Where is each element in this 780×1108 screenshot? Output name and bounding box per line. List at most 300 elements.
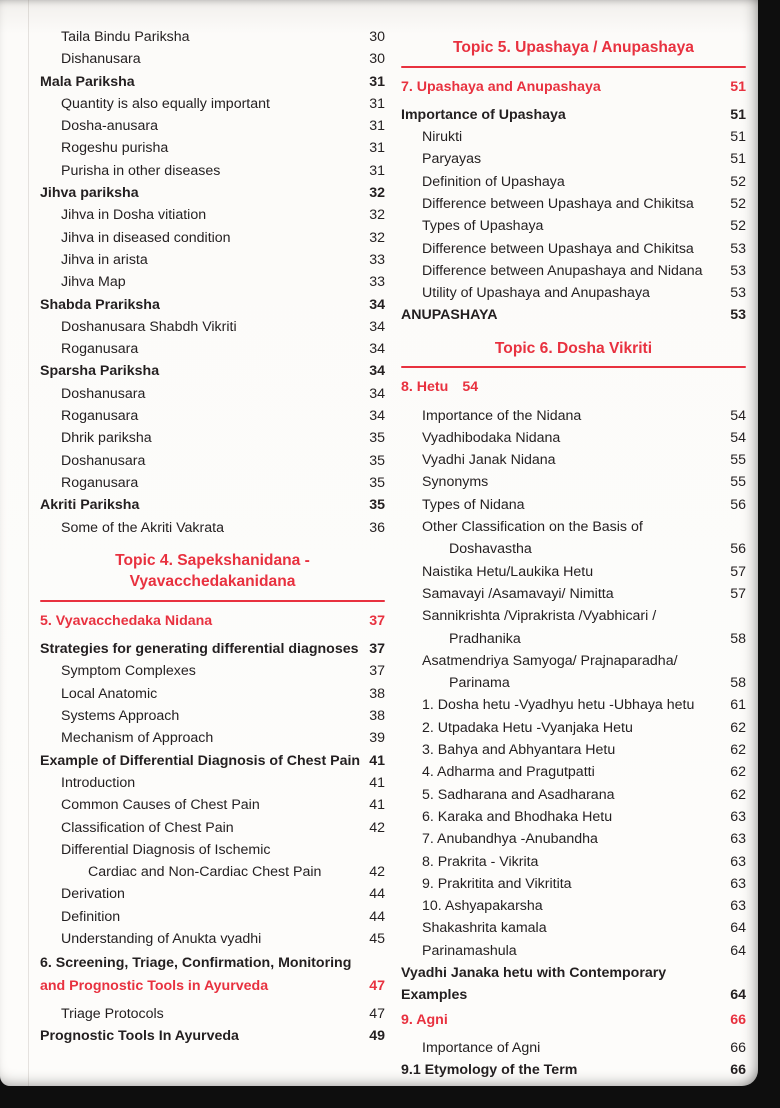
toc-entry xyxy=(401,471,746,493)
toc-entry xyxy=(401,376,746,398)
toc-entry-row xyxy=(40,1025,385,1047)
entry-label: Taila Bindu Pariksha xyxy=(61,29,190,45)
toc-entry xyxy=(40,294,385,316)
toc-entry-row xyxy=(61,383,385,405)
entry-page-number: 54 xyxy=(730,407,746,424)
entry-page-number: 37 xyxy=(369,612,385,629)
entry-page-number: 45 xyxy=(369,930,385,947)
entry-page-number: 44 xyxy=(369,886,385,903)
toc-entry-row xyxy=(61,1003,385,1025)
entry-page-number: 55 xyxy=(730,474,746,491)
toc-entry-row xyxy=(422,628,746,650)
entry-page-number: 41 xyxy=(369,774,385,791)
toc-entry-row xyxy=(61,316,385,338)
toc-entry-row xyxy=(61,861,385,883)
entry-label: Mechanism of Approach xyxy=(61,730,214,747)
entry-label: Nirukti xyxy=(422,129,463,146)
entry-page-number: 47 xyxy=(369,1005,385,1022)
entry-page-number: 52 xyxy=(730,195,746,212)
entry-label: Doshavastha xyxy=(449,541,532,558)
toc-entry xyxy=(401,806,746,828)
entry-label: 5. Vyavacchedaka Nidana xyxy=(40,612,213,629)
entry-page-number: 36 xyxy=(369,519,385,536)
toc-entry xyxy=(401,238,746,260)
entry-label: Prognostic Tools In Ayurveda xyxy=(40,1028,239,1045)
entry-label: Example of Differential Diagnosis of Chest Pain xyxy=(40,752,361,769)
toc-entry xyxy=(401,583,746,605)
entry-page-number: 39 xyxy=(369,730,385,747)
entry-page-number: 62 xyxy=(730,719,746,736)
entry-label: Synonyms xyxy=(422,474,489,491)
toc-entry-row xyxy=(61,517,385,539)
entry-page-number: 51 xyxy=(730,78,746,95)
toc-entry-row xyxy=(422,895,746,917)
toc-entry-row xyxy=(61,705,385,727)
toc-entry xyxy=(40,906,385,928)
entry-page-number: 47 xyxy=(369,977,385,994)
toc-entry xyxy=(401,895,746,917)
toc-entry xyxy=(40,817,385,839)
toc-entry xyxy=(40,360,385,382)
toc-entry xyxy=(401,104,746,126)
toc-entry xyxy=(40,928,385,950)
toc-entry xyxy=(40,683,385,705)
entry-page-number: 64 xyxy=(730,942,746,959)
entry-label: Akriti Pariksha xyxy=(40,497,140,514)
entry-label: Jihva in diseased condition xyxy=(61,229,231,246)
entry-page-number: 56 xyxy=(730,496,746,513)
entry-label: Utility of Upashaya and Anupashaya xyxy=(422,285,650,302)
toc-entry-row xyxy=(422,873,746,895)
entry-label-line1: 6. Screening, Triage, Confirmation, Monitoring xyxy=(40,955,352,972)
entry-page-number: 53 xyxy=(730,307,746,324)
toc-entry-row xyxy=(61,472,385,494)
entry-page-number: 41 xyxy=(369,797,385,814)
entry-page-number: 30 xyxy=(369,29,385,45)
toc-entry-row xyxy=(422,583,746,605)
toc-entry xyxy=(40,727,385,749)
entry-page-number: 32 xyxy=(369,207,385,224)
entry-label: Rogeshu purisha xyxy=(61,140,169,157)
toc-entry xyxy=(40,794,385,816)
entry-label: Common Causes of Chest Pain xyxy=(61,797,260,814)
toc-entry-row xyxy=(40,638,385,660)
toc-entry-row xyxy=(61,727,385,749)
entry-page-number: 56 xyxy=(730,541,746,558)
entry-label: Paryayas xyxy=(422,151,482,168)
entry-page-number: 57 xyxy=(730,563,746,580)
entry-label: Purisha in other diseases xyxy=(61,162,221,179)
entry-label: Parinamashula xyxy=(422,942,517,959)
entry-label: Systems Approach xyxy=(61,708,180,725)
entry-label: Difference between Anupashaya and Nidana xyxy=(422,262,703,279)
entry-label: 3. Bahya and Abhyantara Hetu xyxy=(422,742,616,759)
toc-entry xyxy=(40,750,385,772)
entry-page-number: 42 xyxy=(369,819,385,836)
toc-entry xyxy=(40,227,385,249)
entry-page-number: 52 xyxy=(730,173,746,190)
entry-label-line1: Vyadhi Janaka hetu with Contemporary xyxy=(401,964,667,981)
toc-entry-row xyxy=(61,794,385,816)
toc-entry xyxy=(401,761,746,783)
entry-label: Examples xyxy=(401,987,468,1004)
toc-entry xyxy=(40,772,385,794)
entry-page-number: 64 xyxy=(730,987,746,1004)
entry-label: Difference between Upashaya and Chikitsa xyxy=(422,195,694,212)
toc-entry xyxy=(40,427,385,449)
entry-label: Vyadhi Janak Nidana xyxy=(422,452,556,469)
red-divider-rule xyxy=(401,366,746,368)
toc-entry-row xyxy=(40,182,385,204)
entry-label: Classification of Chest Pain xyxy=(61,819,234,836)
toc-entry-row xyxy=(422,148,746,170)
toc-entry xyxy=(40,952,385,997)
entry-page-number: 53 xyxy=(730,262,746,279)
entry-page-number: 37 xyxy=(369,641,385,658)
toc-entry xyxy=(401,917,746,939)
toc-entry-row xyxy=(422,126,746,148)
entry-label: Local Anatomic xyxy=(61,685,158,702)
toc-entry xyxy=(401,516,746,561)
toc-entry xyxy=(40,182,385,204)
toc-entry-row xyxy=(422,282,746,304)
toc-entry xyxy=(40,160,385,182)
entry-page-number: 31 xyxy=(369,140,385,157)
entry-page-number: 57 xyxy=(730,585,746,602)
toc-entry-row xyxy=(422,806,746,828)
toc-entry xyxy=(40,115,385,137)
entry-page-number: 33 xyxy=(369,274,385,291)
toc-entry-row xyxy=(422,940,746,962)
toc-entry xyxy=(40,472,385,494)
entry-label: Cardiac and Non-Cardiac Chest Pain xyxy=(88,864,322,881)
entry-label-line1: Differential Diagnosis of Ischemic xyxy=(61,841,271,858)
toc-entry xyxy=(401,126,746,148)
entry-label: Jihva in Dosha vitiation xyxy=(61,207,207,224)
toc-entry-row xyxy=(61,204,385,226)
entry-label: Definition of Upashaya xyxy=(422,173,565,190)
entry-page-number: 38 xyxy=(369,708,385,725)
entry-label: Types of Nidana xyxy=(422,496,525,513)
entry-label: 7. Anubandhya -Anubandha xyxy=(422,831,598,848)
toc-entry xyxy=(401,1009,746,1031)
entry-label: Samavayi /Asamavayi/ Nimitta xyxy=(422,585,614,602)
entry-page-number: 51 xyxy=(730,106,746,123)
toc-entry xyxy=(40,93,385,115)
entry-label: 10. Ashyapakarsha xyxy=(422,898,543,915)
toc-entry-row xyxy=(61,660,385,682)
toc-entry-row xyxy=(422,784,746,806)
entry-page-number: 34 xyxy=(369,296,385,313)
entry-label: 4. Adharma and Pragutpatti xyxy=(422,764,595,781)
toc-entry xyxy=(401,828,746,850)
toc-entry-row xyxy=(61,906,385,928)
toc-entry-row xyxy=(61,338,385,360)
toc-entry-row xyxy=(422,1037,746,1059)
toc-entry xyxy=(40,517,385,539)
toc-entry xyxy=(40,271,385,293)
entry-label: Sparsha Pariksha xyxy=(40,363,160,380)
red-divider-rule xyxy=(401,66,746,68)
entry-label: and Prognostic Tools in Ayurveda xyxy=(40,977,269,994)
entry-label: 9.1 Etymology of the Term xyxy=(401,1062,578,1079)
entry-page-number: 63 xyxy=(730,831,746,848)
entry-label: Symptom Complexes xyxy=(61,663,196,680)
entry-page-number: 63 xyxy=(730,898,746,915)
entry-label: Jihva Map xyxy=(61,274,126,291)
toc-entry-row xyxy=(422,471,746,493)
entry-page-number: 41 xyxy=(369,752,385,769)
toc-entry-row xyxy=(422,405,746,427)
entry-label: Dishanusara xyxy=(61,51,141,68)
entry-label: 9. Prakritita and Vikritita xyxy=(422,875,572,892)
entry-page-number: 55 xyxy=(730,452,746,469)
entry-page-number: 52 xyxy=(730,218,746,235)
entry-label: Some of the Akriti Vakrata xyxy=(61,519,224,536)
entry-label: Introduction xyxy=(61,774,136,791)
topic-heading xyxy=(40,550,385,593)
entry-page-number: 62 xyxy=(730,742,746,759)
toc-entry xyxy=(401,650,746,695)
entry-label: Jihva pariksha xyxy=(40,185,139,202)
entry-label: ANUPASHAYA xyxy=(401,307,498,324)
entry-label-line1: Asatmendriya Samyoga/ Prajnaparadha/ xyxy=(422,652,678,669)
toc-entry xyxy=(40,883,385,905)
toc-entry xyxy=(401,427,746,449)
entry-label: Doshanusara Shabdh Vikriti xyxy=(61,318,237,335)
toc-entry xyxy=(401,494,746,516)
entry-page-number: 34 xyxy=(369,318,385,335)
entry-page-number: 35 xyxy=(369,497,385,514)
toc-entry xyxy=(401,605,746,650)
toc-entry xyxy=(40,204,385,226)
entry-label: 9. Agni xyxy=(401,1011,448,1028)
entry-page-number: 63 xyxy=(730,808,746,825)
entry-page-number: 66 xyxy=(730,1011,746,1028)
toc-entry xyxy=(401,962,746,1007)
toc-entry xyxy=(401,851,746,873)
red-divider-rule xyxy=(40,600,385,602)
entry-label: Roganusara xyxy=(61,341,139,358)
topic-heading-line: Topic 4. Sapekshanidana - xyxy=(115,551,310,569)
entry-page-number: 34 xyxy=(369,408,385,425)
entry-page-number: 34 xyxy=(369,341,385,358)
toc-entry xyxy=(40,839,385,884)
toc-entry xyxy=(401,76,746,98)
toc-entry xyxy=(401,940,746,962)
entry-label: 5. Sadharana and Asadharana xyxy=(422,786,615,803)
entry-page-number: 51 xyxy=(730,151,746,168)
entry-page-number: 31 xyxy=(369,73,385,90)
toc-entry-row xyxy=(61,48,385,70)
toc-entry xyxy=(40,405,385,427)
toc-entry-row xyxy=(40,975,385,997)
entry-label: Dhrik pariksha xyxy=(61,430,152,447)
entry-label: Quantity is also equally important xyxy=(61,95,270,112)
entry-label: Shakashrita kamala xyxy=(422,920,547,937)
toc-entry-row xyxy=(61,271,385,293)
entry-label: Shabda Prariksha xyxy=(40,296,160,313)
topic-heading-line: Topic 6. Dosha Vikriti xyxy=(494,339,653,357)
toc-entry-row xyxy=(422,494,746,516)
toc-entry-row xyxy=(422,828,746,850)
toc-entry-row xyxy=(61,883,385,905)
toc-entry xyxy=(401,148,746,170)
toc-entry xyxy=(40,450,385,472)
toc-entry xyxy=(40,660,385,682)
topic-heading-line: Topic 5. Upashaya / Anupashaya xyxy=(453,39,694,56)
entry-label: Understanding of Anukta vyadhi xyxy=(61,930,262,947)
toc-entry xyxy=(40,249,385,271)
entry-label: 8. Hetu xyxy=(401,379,449,396)
entry-page-number: 54 xyxy=(730,429,746,446)
toc-entry xyxy=(401,282,746,304)
entry-label: Doshanusara xyxy=(61,385,146,402)
entry-page-number: 49 xyxy=(369,1028,385,1045)
toc-entry xyxy=(401,873,746,895)
entry-label: 8. Prakrita - Vikrita xyxy=(422,853,539,870)
toc-entry xyxy=(40,705,385,727)
entry-page-number: 66 xyxy=(730,1039,746,1056)
entry-page-number: 64 xyxy=(730,920,746,937)
toc-entry xyxy=(40,137,385,159)
toc-entry-row xyxy=(61,249,385,271)
entry-label: Importance of Upashaya xyxy=(401,106,566,123)
toc-entry-row xyxy=(40,360,385,382)
toc-entry-row xyxy=(422,739,746,761)
toc-entry xyxy=(40,26,385,48)
toc-entry-row xyxy=(422,694,746,716)
toc-entry-row xyxy=(61,160,385,182)
toc-entry-row xyxy=(401,304,746,326)
toc-entry xyxy=(401,561,746,583)
toc-entry-row xyxy=(422,761,746,783)
toc-entry-row xyxy=(422,672,746,694)
entry-label: Doshanusara xyxy=(61,452,146,469)
toc-entry-row xyxy=(422,449,746,471)
toc-entry xyxy=(401,193,746,215)
entry-label: Importance of the Nidana xyxy=(422,407,582,424)
toc-entry-row xyxy=(422,427,746,449)
toc-entry xyxy=(401,260,746,282)
toc-entry xyxy=(40,1025,385,1047)
entry-label: Dosha-anusara xyxy=(61,118,159,135)
toc-entry xyxy=(401,1059,746,1081)
entry-page-number: 35 xyxy=(369,430,385,447)
toc-entry-row xyxy=(422,260,746,282)
toc-entry xyxy=(40,338,385,360)
toc-entry-row xyxy=(422,538,746,560)
entry-page-number: 58 xyxy=(730,630,746,647)
entry-page-number: 31 xyxy=(369,118,385,135)
toc-entry xyxy=(401,739,746,761)
entry-label: 1. Dosha hetu -Vyadhyu hetu -Ubhaya hetu xyxy=(422,697,695,714)
toc-entry xyxy=(40,610,385,632)
toc-entry-row xyxy=(61,772,385,794)
entry-label: Mala Pariksha xyxy=(40,73,135,90)
entry-label: 6. Karaka and Bhodhaka Hetu xyxy=(422,808,613,825)
toc-entry xyxy=(401,304,746,326)
toc-entry xyxy=(401,717,746,739)
entry-label: Derivation xyxy=(61,886,125,903)
toc-entry-row xyxy=(422,215,746,237)
entry-page-number: 37 xyxy=(369,663,385,680)
toc-entry-row xyxy=(401,376,746,398)
toc-entry xyxy=(40,71,385,93)
entry-label: Importance of Agni xyxy=(422,1039,541,1056)
toc-entry xyxy=(40,316,385,338)
entry-page-number: 33 xyxy=(369,251,385,268)
entry-page-number: 62 xyxy=(730,786,746,803)
topic-heading xyxy=(401,338,746,360)
entry-page-number: 61 xyxy=(730,697,746,714)
entry-label: Pradhanika xyxy=(449,630,521,647)
toc-entry xyxy=(40,383,385,405)
toc-entry-row xyxy=(422,717,746,739)
entry-label: Types of Upashaya xyxy=(422,218,544,235)
toc-entry xyxy=(401,1037,746,1059)
topic-heading-line: Vyavacchedakanidana xyxy=(129,573,296,591)
toc-entry-row xyxy=(61,817,385,839)
toc-entry-row xyxy=(422,851,746,873)
entry-page-number: 32 xyxy=(369,185,385,202)
toc-entry-row xyxy=(61,450,385,472)
entry-page-number: 31 xyxy=(369,95,385,112)
toc-entry-row xyxy=(40,610,385,632)
entry-label: Roganusara xyxy=(61,408,139,425)
entry-label: Parinama xyxy=(449,675,510,692)
toc-entry-row xyxy=(61,928,385,950)
entry-label: Naistika Hetu/Laukika Hetu xyxy=(422,563,594,580)
entry-page-number: 44 xyxy=(369,908,385,925)
toc-entry-row xyxy=(61,227,385,249)
toc-entry xyxy=(401,694,746,716)
entry-label: Roganusara xyxy=(61,474,139,491)
toc-entry-row xyxy=(422,561,746,583)
entry-label: Triage Protocols xyxy=(61,1005,164,1022)
entry-label: Strategies for generating differential diagnoses xyxy=(40,641,359,658)
toc-entry-row xyxy=(422,171,746,193)
toc-entry xyxy=(401,215,746,237)
toc-entry-row xyxy=(422,193,746,215)
toc-columns xyxy=(40,26,746,1079)
entry-page-number: 34 xyxy=(369,385,385,402)
entry-page-number: 58 xyxy=(730,675,746,692)
toc-entry xyxy=(401,449,746,471)
entry-page-number: 42 xyxy=(369,864,385,881)
toc-entry-row xyxy=(401,1009,746,1031)
entry-page-number: 34 xyxy=(369,363,385,380)
toc-entry-row xyxy=(422,917,746,939)
entry-page-number: 38 xyxy=(369,685,385,702)
toc-entry xyxy=(401,784,746,806)
toc-entry-row xyxy=(40,750,385,772)
toc-column-right xyxy=(401,26,746,1079)
toc-entry-row xyxy=(61,115,385,137)
toc-entry-row xyxy=(401,104,746,126)
entry-label-line1: Other Classification on the Basis of xyxy=(422,519,643,536)
toc-entry-row xyxy=(401,984,746,1006)
entry-page-number: 32 xyxy=(369,229,385,246)
entry-page-number: 66 xyxy=(730,1062,746,1079)
toc-entry xyxy=(401,171,746,193)
entry-page-number: 53 xyxy=(730,240,746,257)
toc-entry-row xyxy=(40,71,385,93)
toc-entry-row xyxy=(40,494,385,516)
entry-label: 7. Upashaya and Anupashaya xyxy=(401,78,601,95)
toc-column-left xyxy=(40,26,385,1052)
toc-entry xyxy=(401,405,746,427)
